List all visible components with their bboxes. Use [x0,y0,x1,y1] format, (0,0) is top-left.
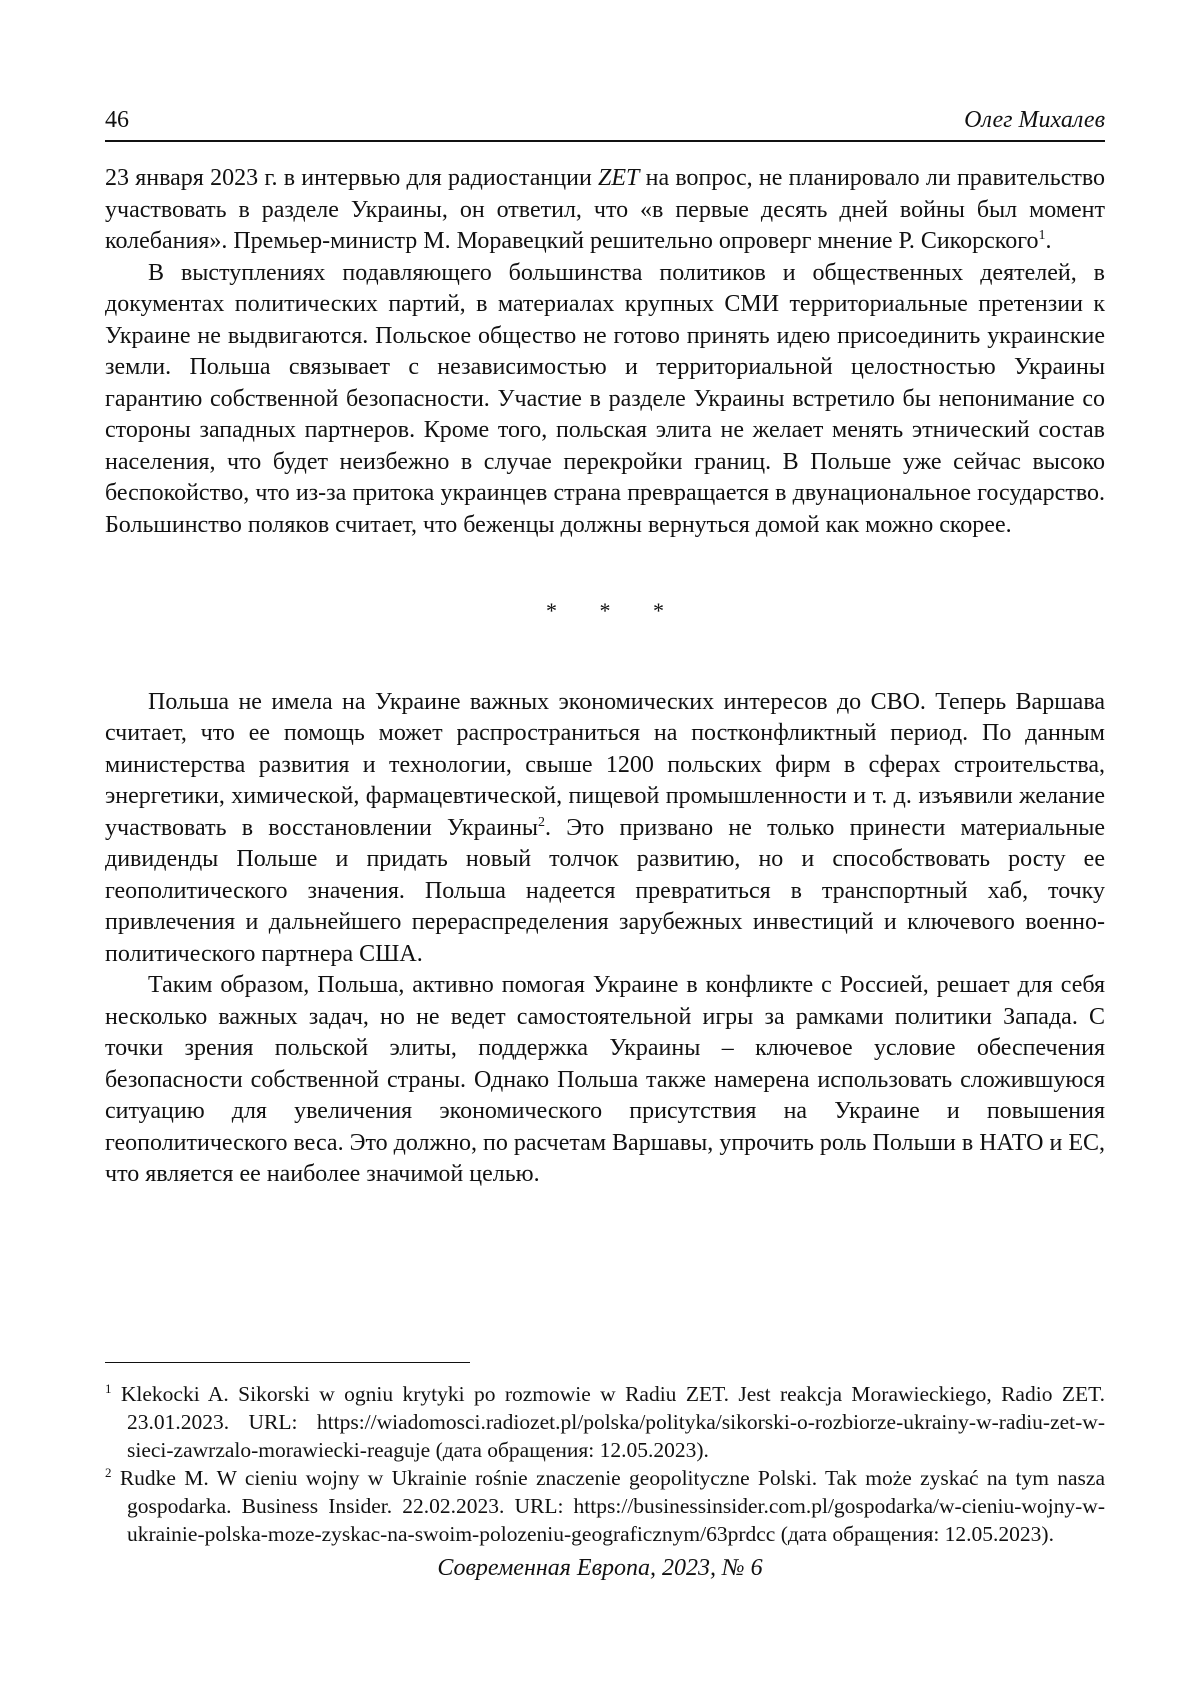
paragraph-2: В выступлениях подавляющего большинства политиков и общественных деятелей, в документах политических партий, в материалах крупных СМИ территориальные претензии к Украине не выдвигаются. Польское общество не готово принять идею присоединить украинские земли. Польша связывает с независимостью и территориальной целостностью Украины гарантию собственной безопасности. Участие в разделе Украины встретило бы непонимание со стороны западных партнеров. Кроме того, польская элита не желает менять этнический состав населения, что будет неизбежно в случае перекройки границ. В Польше уже сейчас высоко беспокойство, что из-за притока украинцев страна превращается в двунациональное государство. Большинство поляков считает, что беженцы должны вернуться домой как можно скорее. [105,259,1105,538]
running-header [105,104,1105,142]
radio-name: ZET [598,165,640,191]
paragraph-1: 23 января 2023 г. в интервью для радиостанции ZET на вопрос, не планировало ли правительство участвовать в разделе Украины, он ответил, что «в первые десять дней войны был момент колебания». Премьер-министр М. Моравецкий решительно опроверг мнение Р. Сикорского$^1$. [105,165,1105,254]
footnote-ref-1[interactable]: 1 [1038,228,1046,243]
star-2: * [599,598,611,623]
footnote-1: $^1$ Klekocki A. Sikorski w ogniu krytyki po rozmowie w Radiu ZET. Jest reakcja Morawieckiego, Radio ZET. 23.01.2023. URL: https://wiadomosci.radiozet.pl/polska/polityka/sikorski-o-rozbiorze-ukrainy-w-radiu-zet-w-sieci-zawrzalo-morawiecki-reaguje (дата обращения: 12.05.2023). [105,1380,1106,1462]
paragraph-3: Польша не имела на Украине важных экономических интересов до СВО. Теперь Варшава считает, что ее помощь может распространиться на постконфликтный период. По данным министерства развития и технологии, свыше 1200 польских фирм в сферах строительства, энергетики, химической, фармацевтической, пищевой промышленности и т. д. изъявили желание участвовать в восстановлении Украины$^2$. Это призвано не только принести материальные дивиденды Польше и придать новый толчок развитию, но и способствовать росту ее геополитического значения. Польша надеется превратиться в транспортный хаб, точку привлечения и дальнейшего перераспределения зарубежных инвестиций и ключевого военно-политического партнера США. [105,688,1106,967]
footnote-separator [105,1362,470,1363]
footnote-2: $^2$ Rudke M. W cieniu wojny w Ukrainie rośnie znaczenie geopolityczne Polski. Tak może zyskać na tym nasza gospodarka. Business Insider. 22.02.2023. URL: https://businessinsider.com.pl/gospodarka/w-cieniu-wojny-w-ukrainie-polska-moze-zyskac-na-swoim-polozeniu-geograficznym/63prdcc (дата обращения: 12.05.2023). [105,1464,1105,1546]
article-body [105,163,1105,1191]
journal-footer: Современная Европа, 2023, № 6 [437,1555,763,1581]
running-author: Олег Михалев [964,107,1105,133]
paragraph-4: Таким образом, Польша, активно помогая Украине в конфликте с Россией, решает для себя несколько важных задач, но не ведет самостоятельной игры за рамками политики Запада. С точки зрения польской элиты, поддержка Украины – ключевое условие обеспечения безопасности собственной страны. Однако Польша также намерена использовать сложившуюся ситуацию для увеличения экономического присутствия на Украине и повышения геополитического веса. Это должно, по расчетам Варшавы, упрочить роль Польши в НАТО и ЕС, что является ее наиболее значимой целью. [105,972,1105,1187]
star-3: * [653,598,664,623]
footnote-ref-2[interactable]: 2 [538,814,546,830]
footnotes [105,1380,1105,1548]
star-1: * [546,598,557,623]
section-divider [105,595,1105,627]
page-number: 46 [105,107,129,133]
